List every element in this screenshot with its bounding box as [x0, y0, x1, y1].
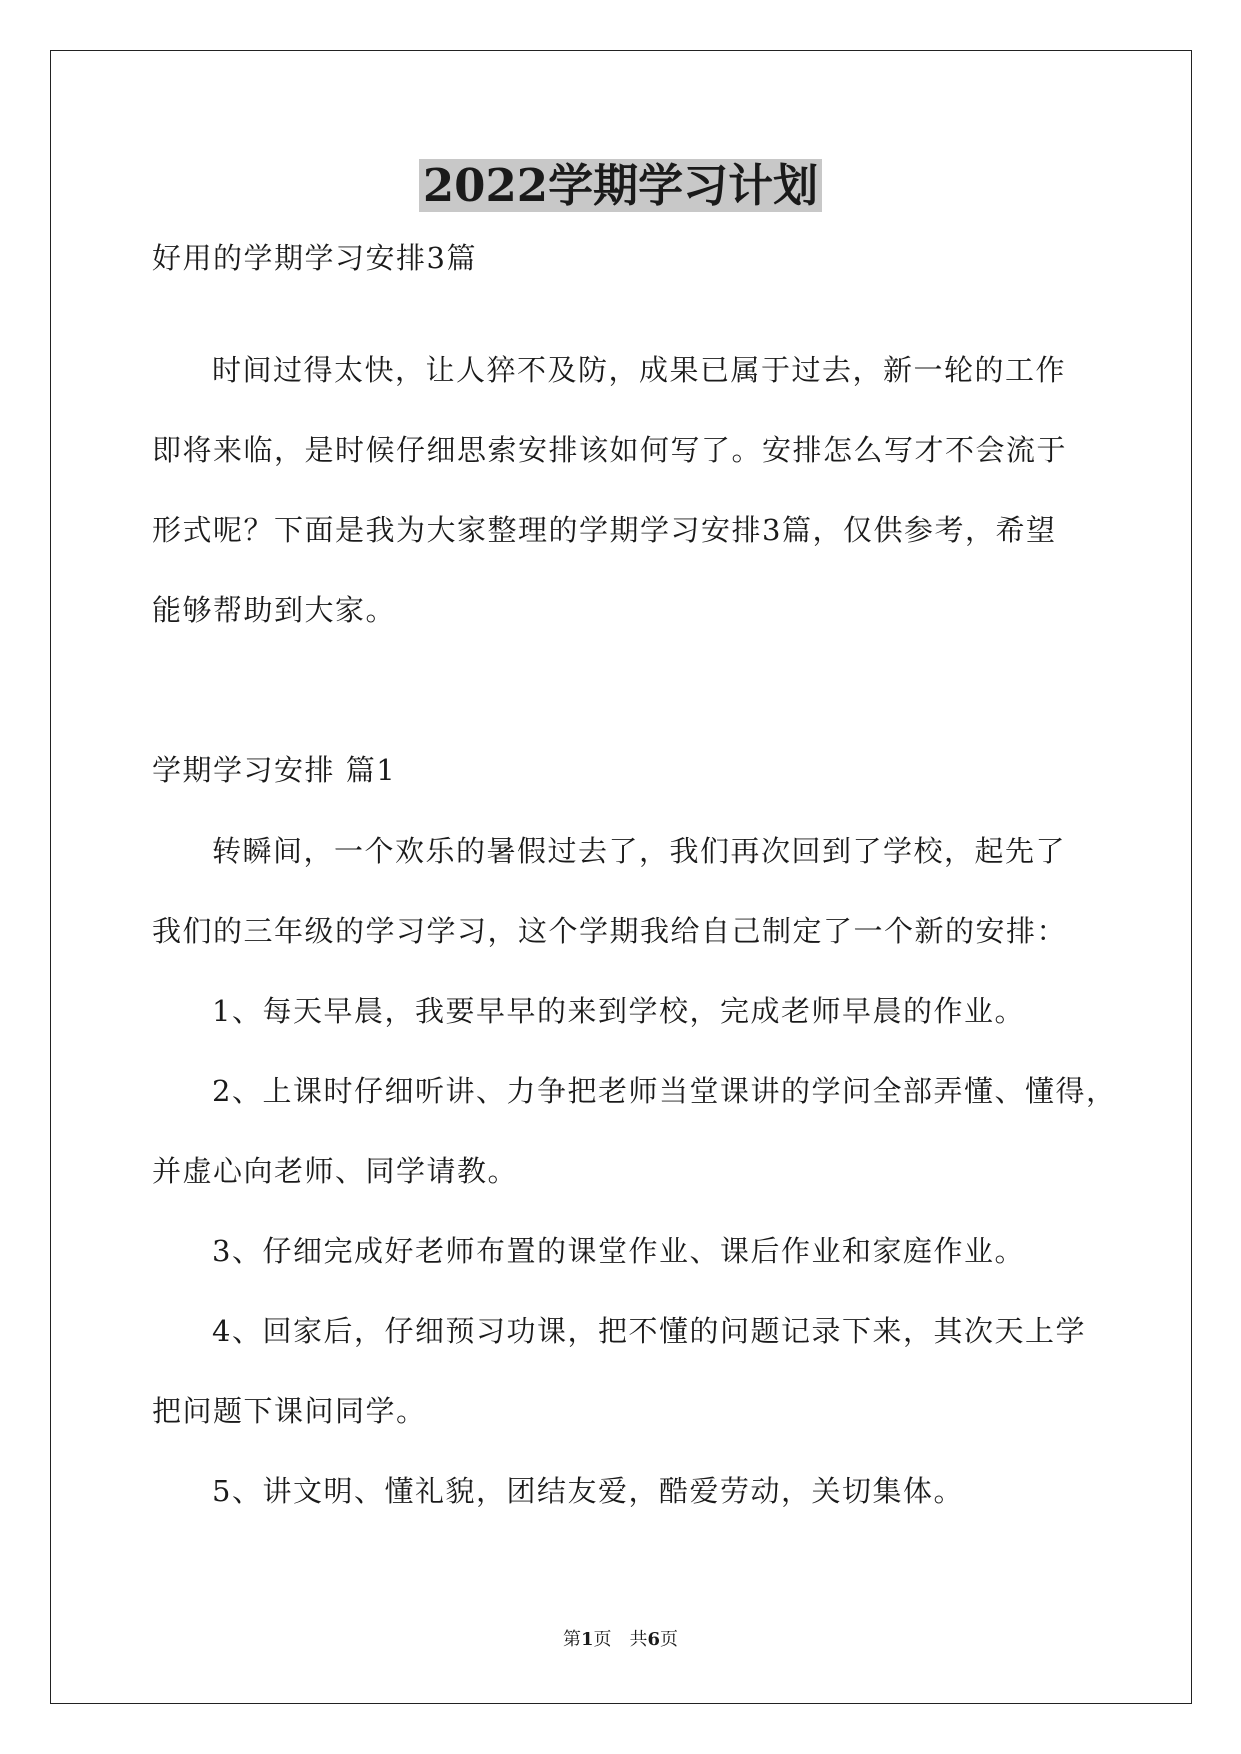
footer-middle: 页 共 — [593, 1629, 648, 1650]
page-border — [50, 50, 1192, 1704]
intro-line-4: 能够帮助到大家。 — [152, 593, 397, 627]
document-title-text: 2022学期学习计划 — [419, 159, 822, 212]
body-line-8: 把问题下课问同学。 — [152, 1394, 427, 1428]
body-line-3: 1、每天早晨，我要早早的来到学校，完成老师早晨的作业。 — [212, 994, 1025, 1028]
body-line-6: 3、仔细完成好老师布置的课堂作业、课后作业和家庭作业。 — [212, 1234, 1025, 1268]
body-line-4: 2、上课时仔细听讲、力争把老师当堂课讲的学问全部弄懂、懂得， — [212, 1074, 1117, 1108]
footer-suffix: 页 — [660, 1629, 679, 1650]
body-line-5: 并虚心向老师、同学请教。 — [152, 1154, 519, 1188]
section-heading: 学期学习安排 篇1 — [152, 753, 397, 787]
body-line-9: 5、讲文明、懂礼貌，团结友爱，酷爱劳动，关切集体。 — [212, 1474, 964, 1508]
footer-total-pages: 6 — [647, 1629, 661, 1650]
page-footer — [0, 1628, 1241, 1652]
intro-line-3: 形式呢？下面是我为大家整理的学期学习安排3篇，仅供参考，希望 — [152, 513, 1057, 547]
intro-line-2: 即将来临，是时候仔细思索安排该如何写了。安排怎么写才不会流于 — [152, 433, 1068, 467]
intro-line-1: 时间过得太快，让人猝不及防，成果已属于过去，新一轮的工作 — [212, 353, 1067, 387]
body-line-2: 我们的三年级的学习学习，这个学期我给自己制定了一个新的安排： — [152, 914, 1068, 948]
footer-page-number: 1 — [580, 1629, 594, 1650]
footer-prefix: 第 — [562, 1629, 581, 1650]
document-subtitle: 好用的学期学习安排3篇 — [152, 241, 477, 275]
body-line-7: 4、回家后，仔细预习功课，把不懂的问题记录下来，其次天上学 — [212, 1314, 1086, 1348]
body-line-1: 转瞬间，一个欢乐的暑假过去了，我们再次回到了学校，起先了 — [212, 834, 1067, 868]
document-title — [0, 156, 1241, 216]
